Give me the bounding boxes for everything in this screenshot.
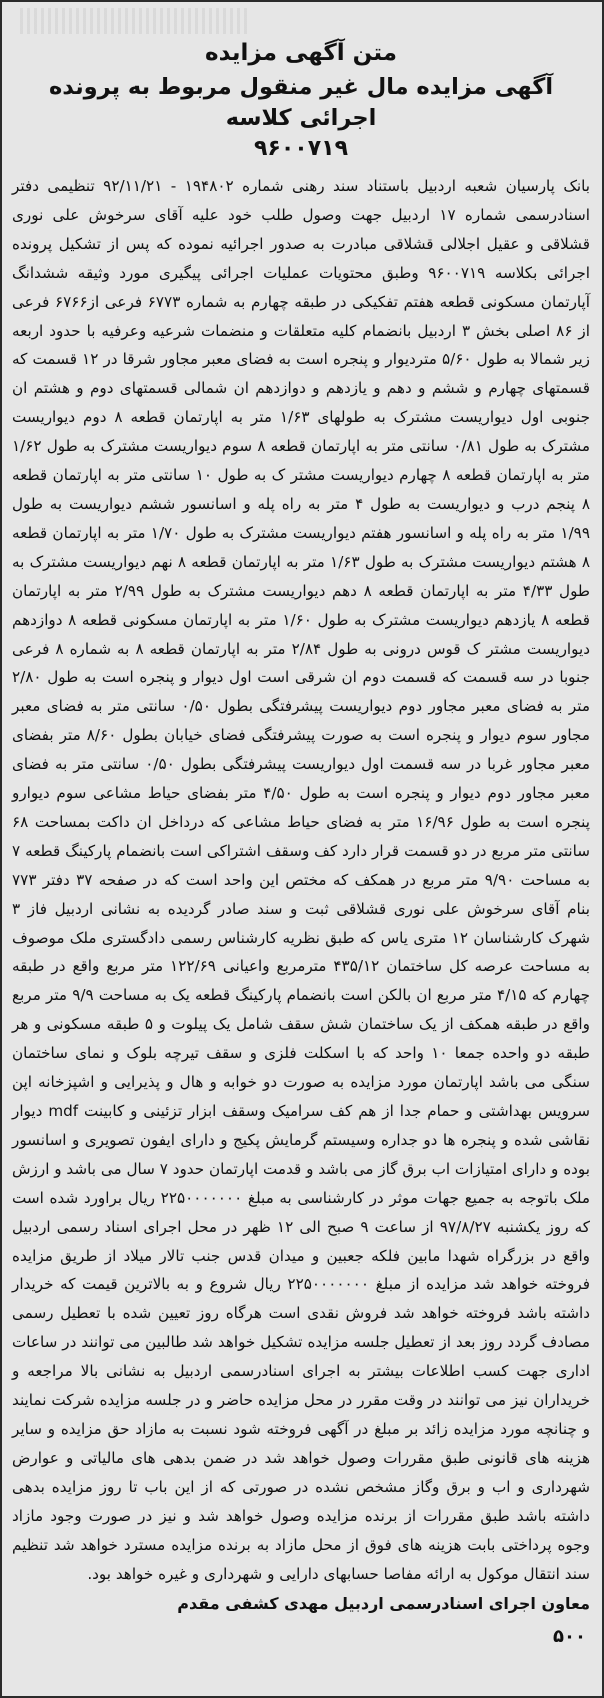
signature-line: معاون اجرای اسنادرسمی اردبیل مهدی کشفی مقدم (177, 1594, 590, 1614)
file-number: ۹۶۰۰۷۱۹ (254, 136, 348, 161)
notice-body: بانک پارسیان شعبه اردبیل باستناد سند رهنی شماره ۱۹۴۸۰۲ - ۹۲/۱۱/۲۱ تنظیمی دفتر اسنادرسمی شماره ۱۷ اردبیل جهت وصول طلب خود علیه آقای سرخوش علی نوری قشلاقی و عقیل اجلالی قشلاقی مبادرت به صدور اجرائیه نموده که پس از تشکیل پرونده اجرائی بکلاسه ۹۶۰۰۷۱۹ وطبق محتویات عملیات اجرائی پیگیری مورد وثیقه ششدانگ آپارتمان مسکونی قطعه هفتم تفکیکی در طبقه چهارم به شماره ۶۷۷۳ فرعی از۶۷۶۶ فرعی از ۸۶ اصلی بخش ۳ اردبیل بانضمام کلیه متعلقات و منضمات شرعیه وعرفیه با حدود اربعه زیر شمالا به طول ۵/۶۰ متردیوار و پنجره است به فضای معبر مجاور شرقا در ۱۲ قسمت که قسمتهای چهارم و ششم و دهم و یازدهم و دوازدهم ان شمالی قسمتهای دوم و هشتم ان جنوبی اول دیواریست مشترک به طولهای ۱/۶۳ متر به اپارتمان قطعه ۸ دوم دیواریست مشترک به طول ۰/۸۱ سانتی متر به اپارتمان قطعه ۸ سوم دیواریست مشترک به طول ۱/۶۲ متر به اپارتمان قطعه ۸ چهارم دیواریست مشتر ک به طول ۱۰ سانتی متر به اپارتمان قطعه ۸ پنجم درب و دیواریست به طول ۴ متر به راه پله و اسانسور ششم دیواریست به طول ۱/۹۹ متر به راه پله و اسانسور هفتم دیواریست مشترک به طول ۱/۷۰ متر به اپارتمان قطعه ۸ هشتم دیواریست مشترک به طول ۱/۶۳ متر به اپارتمان قطعه ۸ نهم دیواریست مشترک به طول ۴/۳۳ متر به اپارتمان قطعه ۸ دهم دیواریست مشترک به طول ۲/۹۹ متر به اپارتمان قطعه ۸ یازدهم دیواریست مشترک به طول ۱/۶۰ متر به اپارتمان مسکونی قطعه ۸ دوازدهم دیواریست مشتر ک قوس درونی به طول ۲/۸۴ متر به اپارتمان قطعه ۸ به شماره ۸ فرعی جنوبا در سه قسمت که قسمت دوم ان شرقی است اول دیوار و پنجره است به طول ۲/۸۰ متر به فضای معبر مجاور دوم دیواریست پیشرفتگی بطول ۰/۵۰ سانتی متر به فضای معبر مجاور سوم دیوار و پنجره است به صورت پیشرفتگی فضای خیابان بطول ۸/۶۰ متر بفضای معبر مجاور غربا در سه قسمت اول دیواریست پیشرفتگی بطول ۰/۵۰ سانتی متر به فضای معبر مجاور دوم دیوار و پنجره است به طول ۴/۵۰ متر بفضای حیاط مشاعی سوم دیوارو پنجره است به طول ۱۶/۹۶ متر به فضای حیاط مشاعی که درداخل ان داکت بمساحت ۶۸ سانتی متر مربع در دو قسمت قرار دارد کف وسقف اشتراکی است بانضمام پارکینگ قطعه ۷ به مساحت ۹/۹۰ متر مربع در همکف که مختص این واحد است که در صفحه ۳۷ دفتر ۷۷۳ بنام آقای سرخوش علی نوری قشلاقی ثبت و سند صادر گردیده به نشانی اردبیل فاز ۳ شهرک کارشناسان ۱۲ متری یاس که طبق نظریه کارشناس رسمی دادگستری ملک موصوف به مساحت عرصه کل ساختمان ۴۳۵/۱۲ مترمربع واعیانی ۱۲۲/۶۹ متر مربع واقع در طبقه چهارم که ۴/۱۵ متر مربع ان بالکن است بانضمام پارکینگ قطعه یک به مساحت ۹/۹ متر مربع واقع در طبقه همکف از یک ساختمان شش سقف شامل یک پیلوت و ۵ طبقه مسکونی و هر طبقه دو واحده جمعا ۱۰ واحد که با اسکلت فلزی و سقف تیرچه بلوک و نمای ساختمان سنگی می باشد اپارتمان مورد مزایده به صورت دو خوابه و هال و پذیرایی و اشپزخانه اپن سرویس بهداشتی و حمام جدا از هم کف سرامیک وسقف ابزار تزئینی و کابینت mdf دیوار نقاشی شده و پنجره ها دو جداره وسیستم گرمایش پکیج و دارای ایفون تصویری و اسانسور بوده و دارای امتیازات اب برق گاز می باشد و قدمت اپارتمان حدود ۷ سال می باشد و ارزش ملک باتوجه به جمیع جهات موثر در کارشناسی به مبلغ ۲۲۵۰۰۰۰۰۰۰ ریال براورد شده است که روز یکشنبه ۹۷/۸/۲۷ از ساعت ۹ صبح الی ۱۲ ظهر در محل اجرای اسناد رسمی اردبیل واقع در بزرگراه شهدا مابین فلکه جعبین و میدان قدس جنب تالار میلاد از طریق مزایده فروخته خواهد شد مزایده از مبلغ ۲۲۵۰۰۰۰۰۰۰ ریال شروع و به بالاترین قیمت که خریدار داشته باشد فروخته خواهد شد فروش نقدی است هرگاه روز تعیین شده با تعطیل رسمی مصادف گردد روز بعد از تعطیل جلسه مزایده تشکیل خواهد شد طالبین می توانند در ساعات اداری جهت کسب اطلاعات بیشتر به اجرای اسنادرسمی اردبیل به نشانی بالا مراجعه و خریداران نیز می توانند در وقت مقرر در محل مزایده حاضر و در جلسه مزایده شرکت نمایند و چنانچه مورد مزایده زائد بر مبلغ در آگهی فروخته شود نسبت به مازاد حق مزایده و سایر هزینه های قانونی طبق مقررات وصول خواهد شد در ضمن بدهی های مالیاتی و عوارض شهرداری و اب و برق وگاز مشخص نشده در صورتی که از این باب تا روز مزایده بدهی داشته باشد طبق مقررات از برنده مزایده وصول خواهد شد و نیز در صورت وجود مازاد وجوه پرداختی بابت هزینه های فوق از محل مازاد به برنده مزایده مسترد خواهد شد تنظیم سند انتقال موکول به ارائه مفاصا حسابهای دارایی و شهرداری و غیره خواهد بود. (12, 177, 591, 1583)
notice-title: متن آگهی مزایده (205, 40, 397, 66)
notice-code: ۵۰۰ (553, 1626, 586, 1648)
faded-header-print (20, 8, 250, 34)
notice-subtitle: آگهی مزایده مال غیر منقول مربوط به پرونده اجرائی کلاسه (48, 74, 554, 131)
